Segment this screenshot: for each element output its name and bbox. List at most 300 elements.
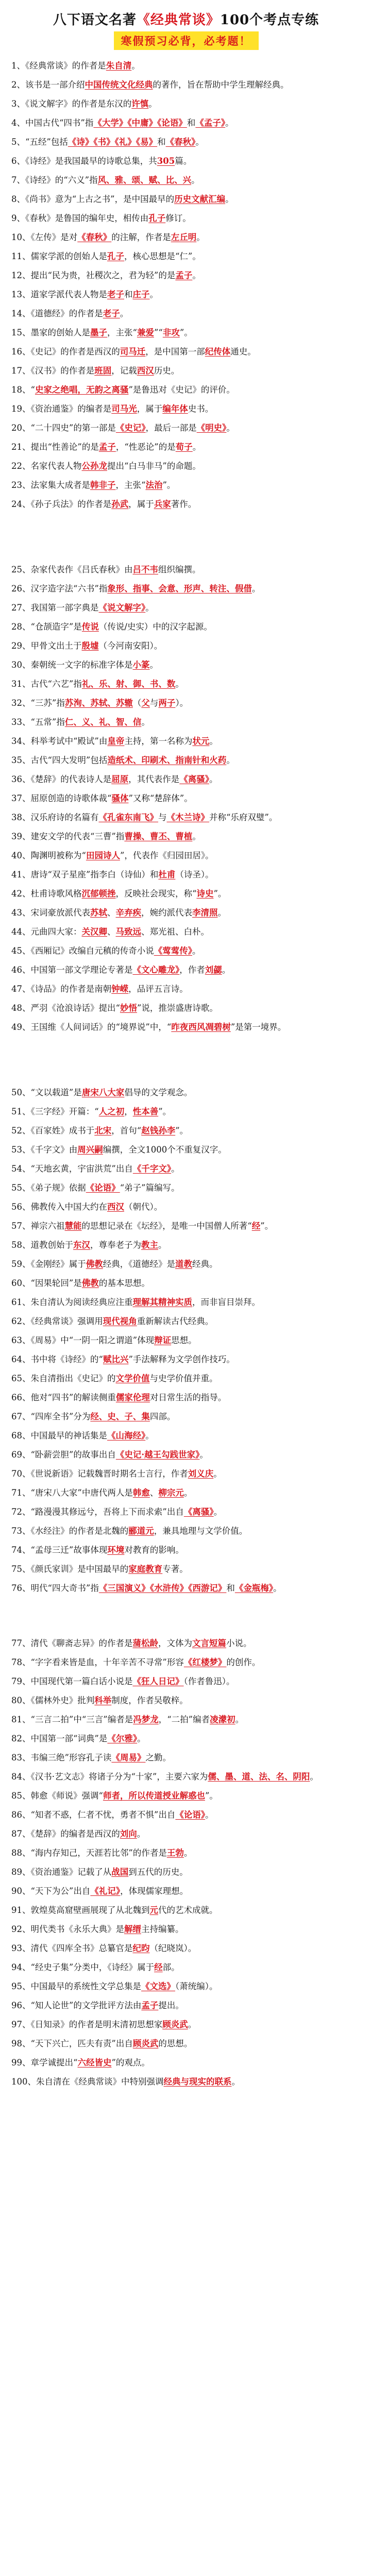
item-number: 86 bbox=[11, 1810, 22, 1820]
answer-text: 《尔雅》 bbox=[107, 1734, 138, 1743]
list-item bbox=[11, 323, 361, 342]
answer-text: 许慎 bbox=[131, 99, 149, 109]
item-text: （今河南安阳）。 bbox=[98, 641, 163, 651]
answer-text: 文学价值 bbox=[115, 1374, 150, 1383]
answer-text: 苏轼 bbox=[90, 908, 107, 918]
item-text: 、科举考试中“殿试”由 bbox=[22, 736, 108, 746]
list-item bbox=[11, 266, 361, 285]
item-text: ”的观点。 bbox=[111, 2058, 150, 2067]
item-text: 、“三言二拍”中“三言”编者是 bbox=[22, 1715, 133, 1724]
answer-text: 关汉卿 bbox=[81, 927, 107, 937]
item-number: 85 bbox=[11, 1791, 22, 1801]
item-text: 历史。 bbox=[154, 366, 180, 376]
answer-text: 《红楼梦》 bbox=[183, 1657, 227, 1667]
answer-text: 师者，所以传道授业解惑也 bbox=[103, 1791, 205, 1801]
list-item bbox=[11, 617, 361, 636]
list-item bbox=[11, 941, 361, 960]
answer-text: 风、雅、颂、赋、比、兴 bbox=[97, 175, 192, 185]
item-text: 。 bbox=[141, 717, 150, 727]
answer-text: 孟子 bbox=[175, 270, 193, 280]
answer-text: 赵钱孙李 bbox=[141, 1126, 176, 1136]
item-text: 。 bbox=[192, 442, 201, 452]
item-text: 和 bbox=[157, 137, 166, 147]
item-text: ，反映社会现实，称“ bbox=[115, 889, 197, 899]
item-number: 56 bbox=[11, 1202, 22, 1212]
list-item bbox=[11, 1255, 361, 1274]
item-number: 47 bbox=[11, 984, 22, 994]
item-number: 66 bbox=[11, 1393, 22, 1402]
answer-text: 司马光 bbox=[111, 404, 137, 414]
list-item bbox=[11, 1882, 361, 1901]
item-text: 、韩愈《师说》强调“ bbox=[22, 1791, 103, 1801]
section-gap bbox=[11, 1037, 361, 1083]
answer-text: 李清照 bbox=[192, 908, 218, 918]
answer-text: 造纸术、印刷术、指南针和火药 bbox=[107, 755, 227, 765]
list-item bbox=[11, 1407, 361, 1426]
item-text: 、明代类书《永乐大典》是 bbox=[22, 1924, 124, 1934]
item-text: 著作。 bbox=[171, 499, 197, 509]
item-number: 79 bbox=[11, 1676, 22, 1686]
list-item bbox=[11, 1710, 361, 1729]
item-text: 、中国现代第一篇白话小说是 bbox=[22, 1676, 133, 1686]
item-text: ，“性恶论”的是 bbox=[115, 442, 176, 452]
item-text: 、我国第一部字典是 bbox=[22, 603, 99, 613]
item-text: 、敦煌莫高窟壁画展现了从北魏到 bbox=[22, 1905, 150, 1915]
item-text: 。 bbox=[191, 175, 200, 185]
item-number: 67 bbox=[11, 1412, 22, 1421]
item-text: 、屈原创造的诗歌体裁“ bbox=[22, 793, 112, 803]
answer-text: 科举 bbox=[94, 1696, 112, 1705]
item-text: “弟子”篇编写。 bbox=[120, 1183, 180, 1193]
item-text: 、清代《四库全书》总纂官是 bbox=[22, 1943, 133, 1953]
item-number: 84 bbox=[11, 1772, 22, 1782]
list-item bbox=[11, 1786, 361, 1805]
item-text: 、《诗经》是我国最早的诗歌总集，共 bbox=[16, 156, 157, 166]
item-text: ，而非盲目崇拜。 bbox=[192, 1297, 260, 1307]
item-number: 28 bbox=[11, 622, 22, 632]
item-text: 、“知人论世”的文学批评方法由 bbox=[22, 2001, 142, 2010]
item-text: 。 bbox=[195, 137, 204, 147]
item-number: 38 bbox=[11, 812, 22, 822]
list-item bbox=[11, 94, 361, 113]
list-item bbox=[11, 1939, 361, 1958]
answer-text: 东汉 bbox=[73, 1240, 90, 1250]
item-number: 7 bbox=[11, 175, 17, 185]
list-item bbox=[11, 1691, 361, 1710]
item-number: 44 bbox=[11, 927, 22, 937]
item-text: 的著作，旨在帮助中学生理解经典。 bbox=[153, 80, 289, 90]
answer-text: 父 bbox=[141, 698, 150, 708]
answer-text: 沉郁顿挫 bbox=[81, 889, 116, 899]
list-item bbox=[11, 285, 361, 304]
item-number: 19 bbox=[11, 404, 22, 414]
answer-text: 昨夜西风凋碧树 bbox=[171, 1022, 231, 1032]
answer-text: 周兴嗣 bbox=[77, 1145, 103, 1155]
title-book: 《经典常谈》 bbox=[136, 12, 220, 28]
answer-text: 赋比兴 bbox=[103, 1354, 129, 1364]
answer-text: 兵家 bbox=[154, 499, 171, 509]
answer-text: 刘勰 bbox=[205, 965, 222, 975]
item-text: 。 bbox=[131, 61, 140, 71]
item-number: 68 bbox=[11, 1431, 22, 1440]
item-text: ，体现儒家理想。 bbox=[120, 1886, 189, 1896]
item-text: ”又称“楚辞体”。 bbox=[128, 793, 193, 803]
item-text: 、《水经注》的作者是北魏的 bbox=[22, 1526, 129, 1536]
item-text: 。 bbox=[192, 270, 201, 280]
item-number: 42 bbox=[11, 889, 22, 899]
item-number: 21 bbox=[11, 442, 22, 452]
item-text: 。 bbox=[148, 99, 157, 109]
list-item bbox=[11, 304, 361, 323]
item-text: 、朱自清指出《史记》的 bbox=[22, 1374, 116, 1383]
item-number: 70 bbox=[11, 1469, 22, 1479]
item-text: 、《楚辞》的代表诗人是 bbox=[22, 774, 112, 784]
item-text: 、“五常”指 bbox=[22, 717, 65, 727]
answer-text: 王勃 bbox=[166, 1848, 184, 1858]
item-text: 、“经史子集”分类中，《诗经》属于 bbox=[22, 1962, 155, 1972]
item-number: 22 bbox=[11, 461, 22, 471]
item-text: 思想。 bbox=[171, 1335, 197, 1345]
answer-text: 班固 bbox=[94, 366, 112, 376]
item-text: 与史学价值并重。 bbox=[149, 1374, 218, 1383]
item-text: ，记载 bbox=[111, 366, 137, 376]
item-text: 。 bbox=[196, 232, 205, 242]
item-number: 48 bbox=[11, 1003, 22, 1013]
item-text: 、汉乐府诗的名篇有 bbox=[22, 812, 99, 822]
item-text: 。 bbox=[188, 2020, 197, 2029]
item-text: 、儒家学派的创始人是 bbox=[22, 251, 107, 261]
list-item bbox=[11, 808, 361, 827]
list-item bbox=[11, 1862, 361, 1882]
item-text: 、朱自清认为阅读经典应注重 bbox=[22, 1297, 133, 1307]
answer-text: 《大学》《中庸》《论语》 bbox=[93, 118, 187, 128]
item-number: 55 bbox=[11, 1183, 22, 1193]
item-number: 1 bbox=[11, 61, 17, 71]
answer-text: 《礼记》 bbox=[90, 1886, 121, 1896]
item-text: 制度，作者吴敬梓。 bbox=[111, 1696, 188, 1705]
item-number: 34 bbox=[11, 736, 22, 746]
item-text: 、古代“六艺”指 bbox=[22, 679, 82, 689]
item-text: 、《资治通鉴》记载了从 bbox=[22, 1867, 112, 1877]
item-number: 60 bbox=[11, 1278, 22, 1288]
list-item bbox=[11, 1083, 361, 1102]
item-text: 、《三字经》开篇：“ bbox=[22, 1107, 99, 1116]
list-item bbox=[11, 579, 361, 598]
item-text: 。 bbox=[145, 603, 154, 613]
answer-text: 《明史》 bbox=[196, 423, 227, 433]
answer-text: 《周易》 bbox=[111, 1753, 146, 1762]
item-text: 篇。 bbox=[175, 156, 192, 166]
item-text: 、“仓颉造字”是 bbox=[22, 622, 82, 632]
answer-text: 编年体 bbox=[162, 404, 188, 414]
list-item bbox=[11, 399, 361, 418]
item-number: 52 bbox=[11, 1126, 22, 1136]
item-text: 、《资治通鉴》的编者是 bbox=[22, 404, 112, 414]
list-item bbox=[11, 922, 361, 941]
list-item bbox=[11, 1958, 361, 1977]
item-text: 、宋词豪放派代表 bbox=[22, 908, 90, 918]
item-number: 32 bbox=[11, 698, 22, 708]
answer-text: 左丘明 bbox=[171, 232, 197, 242]
list-item bbox=[11, 1426, 361, 1445]
item-text: 、“孟母三迁”故事体现 bbox=[22, 1545, 108, 1555]
item-text: 、“海内存知己，天涯若比邻”的作者是 bbox=[22, 1848, 167, 1858]
item-text: 四部。 bbox=[149, 1412, 176, 1421]
item-text: 、《经典常谈》的作者是 bbox=[16, 61, 106, 71]
item-number: 26 bbox=[11, 584, 22, 594]
list-item bbox=[11, 1824, 361, 1843]
list-item bbox=[11, 884, 361, 903]
list-item bbox=[11, 1634, 361, 1653]
item-text: 提出“白马非马”的命题。 bbox=[107, 461, 201, 471]
item-text: 、朱自清在《经典常谈》中特别强调 bbox=[27, 2077, 164, 2087]
item-text: 、汉字造字法“六书”指 bbox=[22, 584, 108, 594]
answer-text: 道教 bbox=[175, 1259, 192, 1269]
item-text: 、提出“性善论”的是 bbox=[22, 442, 99, 452]
item-number: 40 bbox=[11, 851, 22, 860]
item-number: 18 bbox=[11, 385, 22, 395]
list-item bbox=[11, 2034, 361, 2053]
answer-text: 朱自清 bbox=[106, 61, 132, 71]
item-text: 、提出“民为贵，社稷次之，君为轻”的是 bbox=[22, 270, 176, 280]
item-number: 30 bbox=[11, 660, 22, 670]
item-text: 。 bbox=[205, 1810, 214, 1820]
answer-text: 两子 bbox=[158, 698, 176, 708]
answer-text: 顾炎武 bbox=[132, 2039, 159, 2048]
answer-text: 现代视角 bbox=[103, 1316, 137, 1326]
answer-text: 状元 bbox=[192, 736, 210, 746]
item-text: ”。 bbox=[175, 1126, 189, 1136]
item-text: 、杂家代表作《吕氏春秋》由 bbox=[22, 565, 133, 574]
answer-text: 《木兰诗》 bbox=[166, 812, 209, 822]
item-text: ，首句“ bbox=[111, 1126, 142, 1136]
answer-text: 苏洵、苏轼、苏辙 bbox=[64, 698, 133, 708]
answer-text: 慧能 bbox=[64, 1221, 82, 1231]
item-text: 、《尚书》意为“上古之书”，是中国最早的 bbox=[16, 194, 175, 204]
answer-text: 法治 bbox=[145, 480, 163, 490]
item-number: 46 bbox=[11, 965, 22, 975]
item-number: 71 bbox=[11, 1488, 22, 1498]
answer-text: 人之初 bbox=[98, 1107, 125, 1116]
answer-text: 殷墟 bbox=[81, 641, 99, 651]
answer-text: 《诗》《书》《礼》《易》 bbox=[68, 137, 158, 147]
item-number: 6 bbox=[11, 156, 17, 166]
item-number: 51 bbox=[11, 1107, 22, 1116]
item-text: 、王国维《人间词话》的“境界说”中，“ bbox=[22, 1022, 172, 1032]
answer-text: 骚体 bbox=[111, 793, 129, 803]
item-text: 。 bbox=[199, 1450, 208, 1460]
answer-text: 凌濛初 bbox=[210, 1715, 235, 1724]
item-text: 、《诗品》的作者是南朝 bbox=[22, 984, 112, 994]
item-text: 、《日知录》的作者是明末清初思想家 bbox=[22, 2020, 163, 2029]
list-item bbox=[11, 1901, 361, 1920]
item-number: 50 bbox=[11, 1088, 22, 1097]
item-number: 3 bbox=[11, 99, 17, 109]
item-number: 41 bbox=[11, 870, 22, 879]
answer-text: 《莺莺传》 bbox=[154, 946, 192, 956]
answer-text: 纪传体 bbox=[205, 347, 231, 357]
list-item bbox=[11, 1197, 361, 1216]
item-text: 经典，《道德经》是 bbox=[103, 1259, 175, 1269]
item-text: ，核心思想是“仁”。 bbox=[124, 251, 201, 261]
list-item bbox=[11, 1235, 361, 1255]
answer-text: 《千字文》 bbox=[132, 1164, 172, 1174]
item-text: 代的艺术成就。 bbox=[158, 1905, 218, 1915]
list-item bbox=[11, 1140, 361, 1159]
item-text: 、古代“四大发明”包括 bbox=[22, 755, 108, 765]
answer-text: 环境 bbox=[107, 1545, 125, 1555]
item-text: 、“知者不惑，仁者不忧，勇者不惧”出自 bbox=[22, 1810, 176, 1820]
list-item bbox=[11, 75, 361, 94]
item-text: 和 bbox=[187, 118, 196, 128]
list-item bbox=[11, 1672, 361, 1691]
item-text: 编撰，全文1000个不重复汉字。 bbox=[103, 1145, 227, 1155]
answer-text: 老子 bbox=[103, 309, 120, 318]
answer-text: 经典与现实的联系 bbox=[163, 2077, 232, 2087]
answer-text: 辛弃疾 bbox=[115, 908, 141, 918]
item-number: 45 bbox=[11, 946, 22, 956]
item-text: 、清代《聊斋志异》的作者是 bbox=[22, 1638, 133, 1648]
item-text: 。 bbox=[137, 1829, 146, 1839]
answer-text: 《论语》 bbox=[175, 1810, 206, 1820]
answer-text: 经 bbox=[251, 1221, 261, 1231]
section-gap bbox=[11, 514, 361, 560]
answer-text: 韩非子 bbox=[90, 480, 116, 490]
item-number: 59 bbox=[11, 1259, 22, 1269]
item-text: 。 bbox=[183, 1848, 193, 1858]
item-text: 、“文以载道”是 bbox=[22, 1088, 82, 1097]
item-text: 、道家学派代表人物是 bbox=[22, 290, 107, 299]
item-text: 。 bbox=[171, 1164, 180, 1174]
item-text: ，最后一部是 bbox=[145, 423, 197, 433]
question-list bbox=[11, 56, 361, 2091]
item-text: 对日常生活的指导。 bbox=[149, 1393, 227, 1402]
item-text: 倡导的文学观念。 bbox=[124, 1088, 193, 1097]
item-number: 10 bbox=[11, 232, 22, 242]
answer-text: 老子 bbox=[107, 290, 124, 299]
item-text: 对教育的影响。 bbox=[124, 1545, 184, 1555]
item-text: ，其代表作是 bbox=[128, 774, 180, 784]
answer-text: 象形、指事、会意、形声、转注、假借 bbox=[107, 584, 252, 594]
answer-text: 《孟子》 bbox=[195, 118, 226, 128]
item-text: 。 bbox=[226, 423, 235, 433]
item-text: 。 bbox=[137, 1734, 146, 1743]
item-number: 90 bbox=[11, 1886, 22, 1896]
answer-text: 钟嵘 bbox=[111, 984, 129, 994]
item-text: 、禅宗六祖 bbox=[22, 1221, 65, 1231]
item-text: ，婉约派代表 bbox=[141, 908, 192, 918]
item-number: 87 bbox=[11, 1829, 22, 1839]
item-number: 76 bbox=[11, 1583, 22, 1593]
item-number: 96 bbox=[11, 2001, 22, 2010]
item-text: （ bbox=[132, 698, 142, 708]
item-text: 、《汉书》的作者是 bbox=[22, 366, 95, 376]
item-text: 。 bbox=[225, 118, 234, 128]
list-item bbox=[11, 1579, 361, 1598]
item-text: 、中国最早的系统性文学总集是 bbox=[22, 1981, 141, 1991]
list-item bbox=[11, 418, 361, 437]
list-item bbox=[11, 1805, 361, 1824]
item-text: 、“五经”包括 bbox=[16, 137, 68, 147]
item-text: ”“ bbox=[154, 328, 163, 337]
list-item bbox=[11, 770, 361, 789]
item-text: 和 bbox=[124, 290, 133, 299]
item-text: 。 bbox=[209, 736, 218, 746]
item-number: 83 bbox=[11, 1753, 22, 1762]
item-text: 专著。 bbox=[162, 1564, 188, 1574]
item-number: 20 bbox=[11, 423, 22, 433]
item-text: 、道教创始于 bbox=[22, 1240, 73, 1250]
item-text: 重新解读古代经典。 bbox=[137, 1316, 214, 1326]
item-text: 的基本思想。 bbox=[98, 1278, 150, 1288]
item-text: 史书。 bbox=[188, 404, 214, 414]
item-text: 、“字字看来皆是血，十年辛苦不寻常”形容 bbox=[22, 1657, 184, 1667]
list-item bbox=[11, 1216, 361, 1235]
item-number: 61 bbox=[11, 1297, 22, 1307]
item-text: ）。 bbox=[175, 698, 189, 708]
list-item bbox=[11, 1121, 361, 1140]
item-text: 。 bbox=[175, 679, 184, 689]
answer-text: 北宋 bbox=[94, 1126, 112, 1136]
list-item bbox=[11, 998, 361, 1018]
answer-text: 荀子 bbox=[175, 442, 193, 452]
item-number: 36 bbox=[11, 774, 22, 784]
item-text: 。 bbox=[225, 194, 234, 204]
item-number: 69 bbox=[11, 1450, 22, 1460]
list-item bbox=[11, 1293, 361, 1312]
item-text: 、杜甫诗歌风格 bbox=[22, 889, 82, 899]
item-text: ”。 bbox=[158, 1107, 172, 1116]
answer-text: 《山海经》 bbox=[107, 1431, 146, 1440]
item-text: 、《楚辞》的编者是西汉的 bbox=[22, 1829, 120, 1839]
list-item bbox=[11, 476, 361, 495]
item-text: 、甲骨文出土于 bbox=[22, 641, 82, 651]
item-text: 、该书是一部介绍 bbox=[16, 80, 85, 90]
item-text: 。 bbox=[158, 1240, 167, 1250]
item-text: 的创作。 bbox=[226, 1657, 261, 1667]
item-text: 。 bbox=[183, 1488, 193, 1498]
page-title bbox=[11, 9, 361, 28]
item-number: 11 bbox=[11, 251, 22, 261]
item-text: 、墨家的创始人是 bbox=[22, 328, 90, 337]
item-text: 、“三苏”指 bbox=[22, 698, 65, 708]
item-text: 、中国第一部“词典”是 bbox=[22, 1734, 108, 1743]
list-item bbox=[11, 1312, 361, 1331]
item-number: 95 bbox=[11, 1981, 22, 1991]
item-number: 12 bbox=[11, 270, 22, 280]
answer-text: 孙武 bbox=[111, 499, 129, 509]
answer-text: 《孔雀东南飞》 bbox=[98, 812, 158, 822]
item-text: ”说，推崇盛唐诗歌。 bbox=[137, 1003, 218, 1013]
item-text: 、《史记》的作者是西汉的 bbox=[22, 347, 120, 357]
item-text: 、“二十四史”的第一部是 bbox=[22, 423, 116, 433]
item-text: 、佛教传入中国大约在 bbox=[22, 1202, 107, 1212]
item-text: 、建安文学的代表“三曹”指 bbox=[22, 832, 125, 841]
item-number: 4 bbox=[11, 118, 17, 128]
item-text: 。 bbox=[120, 309, 129, 318]
item-text: 、“四库全书”分为 bbox=[22, 1412, 91, 1421]
item-text: 、《春秋》是鲁国的编年史，相传由 bbox=[16, 213, 149, 223]
answer-text: 理解其精神实质 bbox=[132, 1297, 192, 1307]
answer-text: 儒、墨、道、法、名、阴阳 bbox=[208, 1772, 310, 1782]
item-number: 78 bbox=[11, 1657, 22, 1667]
list-item bbox=[11, 1653, 361, 1672]
item-number: 94 bbox=[11, 1962, 22, 1972]
answer-text: 孟子 bbox=[98, 442, 116, 452]
answer-text: 吕不韦 bbox=[132, 565, 158, 574]
item-text: 部。 bbox=[162, 1962, 180, 1972]
list-item bbox=[11, 228, 361, 247]
